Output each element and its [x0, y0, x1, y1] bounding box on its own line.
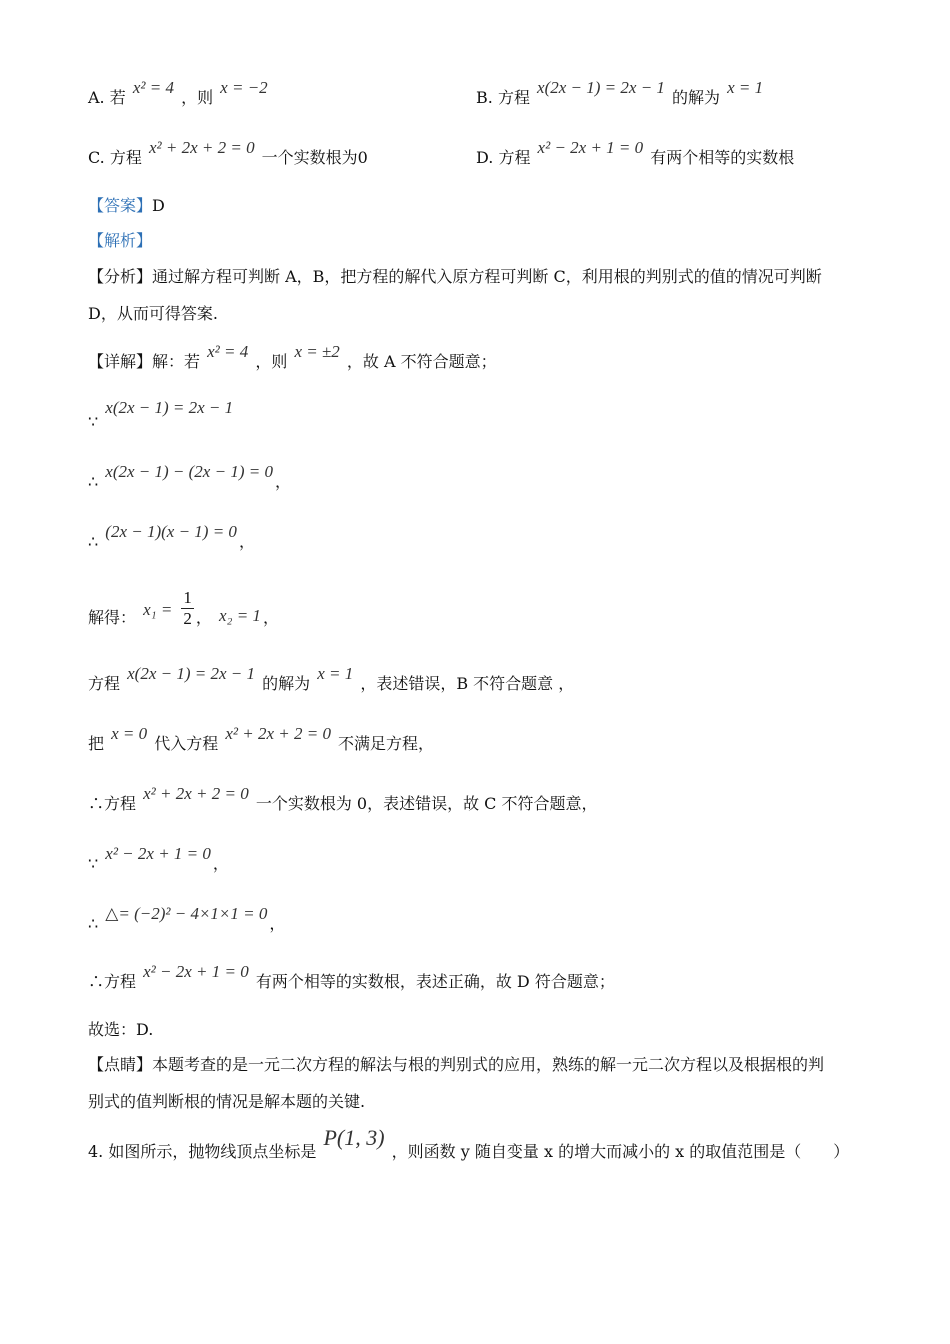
math-expression: x(2x − 1) = 2x − 1	[537, 78, 665, 97]
question-4	[88, 1125, 850, 1164]
option-text: ，则	[181, 88, 214, 107]
therefore-symbol: ∴	[88, 914, 99, 933]
conclusion-text: 故选：D.	[88, 1020, 154, 1039]
option-text: 方程	[109, 148, 142, 167]
fraction-denominator: 2	[183, 609, 192, 628]
answer-tag: 答案	[104, 196, 137, 215]
math-expression: x = 1	[727, 78, 764, 97]
detail-text: 一个实数根为 0，表述错误，故 C 不符合题意，	[255, 794, 598, 813]
dianjing-tag: 【点睛】	[88, 1055, 153, 1074]
detail-line-8	[88, 784, 598, 816]
punctuation: ，	[269, 914, 286, 933]
detail-text: 解得：	[88, 608, 137, 627]
option-text: 一个实数根为0	[261, 148, 368, 167]
detail-line-9	[88, 844, 229, 876]
detail-text: 有两个相等的实数根，表述正确，故 D 符合题意；	[255, 972, 615, 991]
math-expression: x₂ = 1	[219, 606, 261, 625]
because-symbol: ∵	[88, 412, 99, 431]
fenxi-line-1	[88, 265, 822, 289]
option-text: 方程	[498, 148, 531, 167]
option-text: 有两个相等的实数根	[650, 148, 795, 167]
math-expression: x = 0	[111, 724, 148, 743]
dianjing-line-1	[88, 1053, 824, 1077]
detail-text: 解：若	[152, 352, 201, 371]
question-number: 4.	[88, 1142, 104, 1161]
therefore-symbol: ∴	[88, 532, 99, 551]
detail-text: 不满足方程，	[338, 734, 435, 753]
dianjing-text: 本题考查的是一元二次方程的解法与根的判别式的应用，熟练的解一元二次方程以及根据根的判	[152, 1055, 825, 1074]
fraction	[181, 588, 194, 629]
detail-tag: 【详解】	[88, 352, 153, 371]
math-expression: x(2x − 1) − (2x − 1) = 0	[105, 462, 273, 481]
fraction-numerator: 1	[183, 588, 192, 607]
math-expression: x₁ =	[143, 600, 173, 619]
analysis-heading	[88, 229, 152, 253]
math-expression: P(1, 3)	[323, 1125, 385, 1150]
detail-line-1	[88, 342, 497, 374]
analysis-tag-close: 】	[136, 231, 153, 250]
math-expression: x² − 2x + 1 = 0	[537, 138, 644, 157]
detail-text: 的解为	[262, 674, 311, 693]
option-b[interactable]	[476, 78, 765, 110]
math-expression: x² + 2x + 2 = 0	[148, 138, 255, 157]
math-expression: x² = 4	[207, 342, 249, 361]
option-label: C.	[88, 148, 105, 167]
detail-line-4	[88, 522, 255, 554]
fenxi-line-2	[88, 302, 218, 326]
fenxi-tag: 【分析】	[88, 267, 153, 286]
math-expression: x² + 2x + 2 = 0	[225, 724, 331, 743]
question-text: ，则函数 y 随自变量 x 的增大而减小的 x 的取值范围是（ ）	[391, 1142, 850, 1161]
option-text: 方程	[497, 88, 530, 107]
detail-text: 代入方程	[154, 734, 219, 753]
option-label: B.	[476, 88, 493, 107]
punctuation: ，	[274, 472, 291, 491]
punctuation: ，	[212, 854, 229, 873]
punctuation: ，	[238, 532, 255, 551]
option-a[interactable]	[88, 78, 270, 110]
detail-line-10	[88, 904, 286, 936]
math-expression: x = ±2	[294, 342, 340, 361]
detail-line-5	[88, 588, 279, 639]
option-c[interactable]	[88, 138, 368, 170]
punctuation: ，	[262, 608, 279, 627]
math-expression: (2x − 1)(x − 1) = 0	[105, 522, 237, 541]
option-label: A.	[88, 88, 105, 107]
question-text: 如图所示，抛物线顶点坐标是	[108, 1142, 317, 1161]
detail-text: ，则	[255, 352, 288, 371]
math-expression: x = −2	[220, 78, 268, 97]
detail-line-2	[88, 398, 235, 434]
detail-line-11	[88, 962, 615, 994]
detail-line-6	[88, 664, 575, 696]
math-expression: x² − 2x + 1 = 0	[143, 962, 249, 981]
detail-line-3	[88, 462, 291, 494]
math-expression: △= (−2)² − 4×1×1 = 0	[105, 904, 268, 923]
detail-text: ∴方程	[88, 972, 137, 991]
math-expression: x(2x − 1) = 2x − 1	[127, 664, 255, 683]
detail-line-7	[88, 724, 435, 756]
answer-tag-close: 】	[136, 196, 153, 215]
dianjing-line-2	[88, 1090, 365, 1114]
answer-tag-open: 【	[88, 196, 105, 215]
detail-text: 把	[88, 734, 105, 753]
math-expression: x² − 2x + 1 = 0	[105, 844, 211, 863]
because-symbol: ∵	[88, 854, 99, 873]
math-expression: x = 1	[317, 664, 354, 683]
analysis-tag-open: 【	[88, 231, 105, 250]
math-expression: x(2x − 1) = 2x − 1	[105, 398, 234, 417]
fenxi-text: 通过解方程可判断 A，B，把方程的解代入原方程可判断 C，利用根的判别式的值的情况可判断	[152, 267, 822, 286]
dianjing-text: 别式的值判断根的情况是解本题的关键.	[88, 1092, 366, 1111]
option-d[interactable]	[476, 138, 795, 170]
option-label: D.	[476, 148, 494, 167]
detail-text: ∴方程	[88, 794, 137, 813]
detail-text: ，故 A 不符合题意；	[346, 352, 497, 371]
math-expression: x² = 4	[132, 78, 174, 97]
answer-value: D	[152, 196, 165, 215]
option-text: 的解为	[672, 88, 721, 107]
therefore-symbol: ∴	[88, 472, 99, 491]
detail-text: 方程	[88, 674, 121, 693]
detail-line-12	[88, 1018, 153, 1042]
analysis-tag: 解析	[104, 231, 137, 250]
answer-line	[88, 194, 165, 218]
detail-text: ，表述错误，B 不符合题意 ，	[360, 674, 575, 693]
punctuation: ，	[195, 608, 212, 627]
option-text: 若	[109, 88, 126, 107]
math-expression: x² + 2x + 2 = 0	[143, 784, 249, 803]
fenxi-text: D，从而可得答案.	[88, 304, 218, 323]
